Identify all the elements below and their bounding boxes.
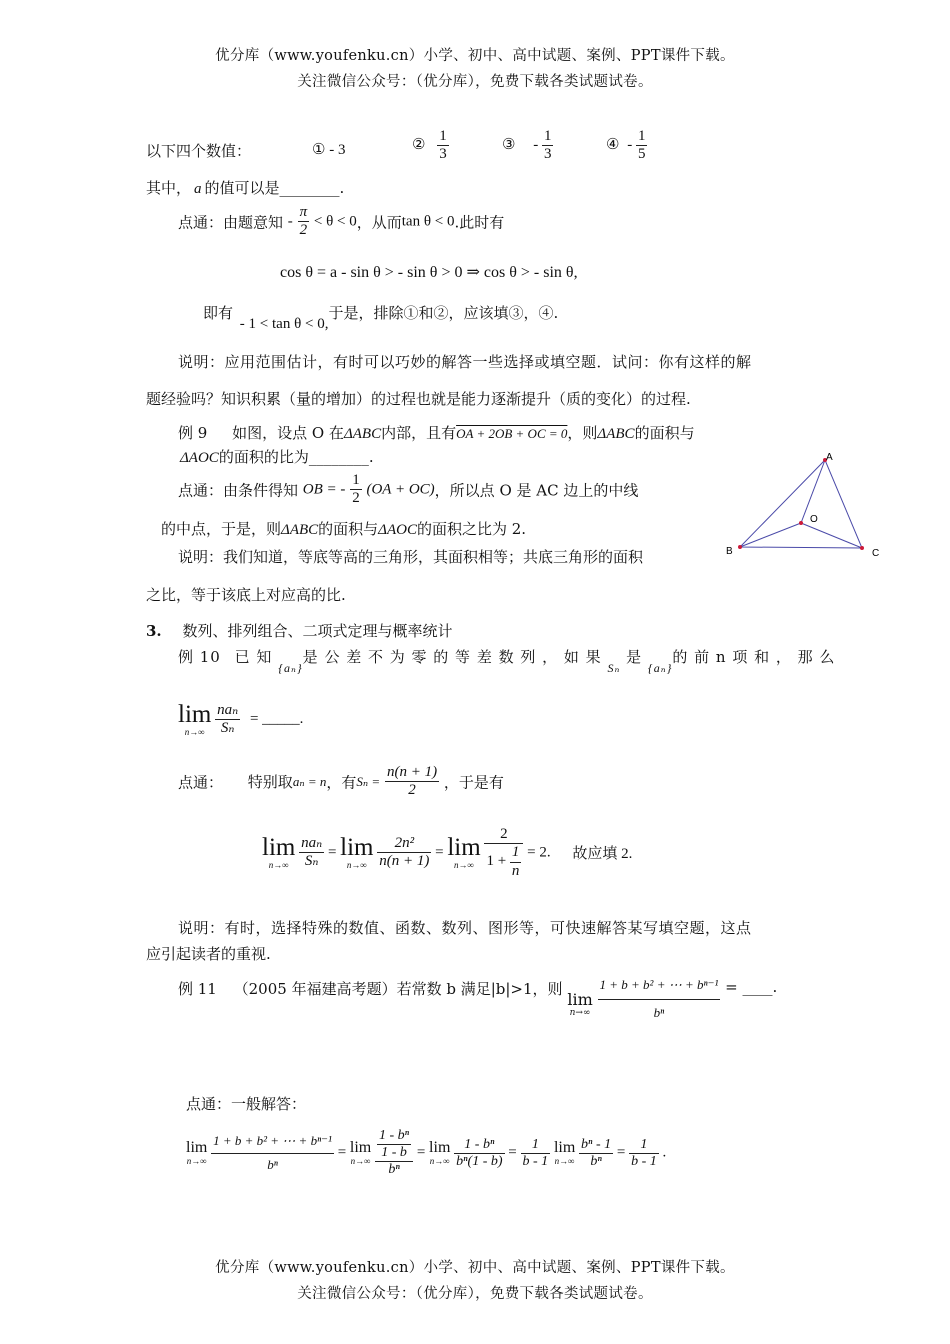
ex10-q-den: Sₙ (215, 719, 240, 737)
ex11-s-lim-3-sub: n→∞ (429, 1156, 450, 1167)
ex11-q-lim (567, 992, 592, 1018)
ex11-s-lim-2-sub: n→∞ (350, 1156, 371, 1167)
ex10-s-lim-1 (262, 835, 295, 870)
ex11-label: 例 11 (178, 980, 217, 998)
ex11-s-lim-1-sub: n→∞ (186, 1156, 207, 1167)
ex9-half-den: 2 (352, 490, 360, 507)
ex11-q-lim-sub: n→∞ (569, 1008, 591, 1018)
ex10-lim-sub: n→∞ (184, 727, 205, 738)
option-3-den: 3 (543, 146, 552, 163)
triangle-abc (740, 460, 862, 548)
option-2-label: ② (412, 137, 426, 154)
options-intro: 以下四个数值： (146, 142, 252, 160)
ex11-s-frac-1-num: 1 + b + b² + ⋯ + bⁿ⁻¹ (213, 1132, 332, 1148)
question-prefix: 其中， (146, 179, 192, 197)
ex9-hint1-prefix: 点通：由条件得知 (178, 481, 299, 500)
ex10-sn-num: n(n + 1) (386, 764, 438, 780)
ex10-label: 例 10 (178, 648, 221, 666)
label-a: A (826, 452, 833, 463)
option-2-den: 3 (439, 146, 447, 163)
option-3 (502, 128, 553, 164)
ex10-hint-line (178, 764, 504, 800)
ex9-hint1-paren: (OA + OC) (366, 481, 435, 498)
ex11-s-eq-4: = (616, 1144, 626, 1161)
ex10-s-lim-3-word: lim (447, 834, 481, 862)
header-line-2: 关注微信公众号：（优分库），免费下载各类试题试卷。 (297, 74, 653, 90)
ex10-s-lim-1-sub: n→∞ (268, 860, 289, 871)
point-b (738, 545, 742, 549)
ex8-hint-suffix: .此时有 (454, 213, 505, 232)
ex10-sn: Sₙ (607, 661, 621, 675)
ex9-hint2-tri-aoc: ΔAOC (378, 522, 417, 538)
option-1: ① - 3 (312, 142, 346, 158)
triangle-figure (722, 448, 892, 563)
ex9-hint-line-2 (161, 518, 526, 539)
ex9-hint-line-1 (178, 472, 638, 508)
ex10-s-frac-3-den (484, 843, 523, 880)
ex10-s-frac-2-num: 2n² (394, 835, 415, 852)
ex11-q-lim-word: lim (567, 990, 593, 1009)
ex8-note-1: 说明：应用范围估计，有时可以巧妙的解答一些选择或填空题．试问：你有这样的解 (178, 353, 752, 371)
ex11-s-frac-4 (521, 1137, 551, 1170)
ex11-s-end: . (662, 1144, 667, 1161)
ex10-s-frac-3-inner-den: n (511, 862, 520, 879)
ex10-hint-suffix: ，于是有 (443, 773, 504, 792)
point-o (799, 521, 803, 525)
ex9-hint2-mid: 的面积与 (318, 520, 379, 538)
ex10-hint-sn: Sₙ = (356, 773, 381, 789)
ex9-half-num: 1 (352, 472, 360, 488)
ex11-solution (186, 1128, 666, 1178)
ex11-s-lim-2-word: lim (349, 1139, 372, 1157)
ex11-s-frac-2-den: bⁿ (375, 1161, 413, 1178)
ex10-t1: 已 知 (234, 648, 273, 666)
ex8-pi-fraction (298, 204, 310, 240)
ex10-s-lim-3-sub: n→∞ (454, 860, 474, 871)
ex10-s-lim-2 (340, 835, 373, 870)
ex11-s-lim-3 (429, 1140, 450, 1166)
ex11-s-eq-1: = (337, 1144, 347, 1161)
ex11-s-lim-4 (554, 1140, 575, 1166)
option-2-num: 1 (439, 128, 447, 144)
ex9-hint2-prefix: 的中点，于是，则 (161, 520, 282, 538)
ex8-hint-prefix: 点通：由题意知 (178, 213, 284, 232)
ex10-s-frac-3-den-a: 1 + (486, 853, 507, 870)
ex10-question-formula (178, 702, 303, 738)
ex9-tri-abc: ΔABC (343, 426, 382, 442)
ex10-line-1 (178, 646, 836, 675)
ex9-hint2-suffix: 的面积之比为 2. (416, 520, 527, 538)
ex11-s-eq-3: = (508, 1144, 517, 1161)
option-2 (412, 128, 449, 164)
label-o: O (810, 514, 818, 525)
ex11-s-eq-2: = (416, 1144, 426, 1161)
ex9-half-fraction (350, 472, 362, 508)
ex11-s-frac-5-den: bⁿ (579, 1153, 613, 1170)
ex8-mid: ，从而 (356, 213, 402, 232)
ex9-note-2: 之比，等于该底上对应高的比. (146, 586, 346, 604)
ex8-then-suffix: 于是，排除①和②，应该填③，④. (328, 304, 559, 322)
label-b: B (726, 546, 733, 557)
ex8-then-line (203, 302, 559, 332)
ex10-q-num: naₙ (217, 702, 239, 718)
ex9-tri-abc-2: ΔABC (597, 426, 635, 442)
ex9-vector-eq: OA + 2OB + OC = 0 (456, 426, 568, 441)
ex11-s-frac-6-den: b - 1 (631, 1153, 657, 1169)
ex9-line-2 (180, 446, 374, 467)
ex10-seq: {aₙ} (278, 661, 303, 675)
ex10-s-frac-3-inner (510, 844, 522, 880)
ex10-note-1: 说明：有时，选择特殊的数值、函数、数列、图形等，可快速解答某写填空题，这点 (178, 919, 752, 937)
ex11-s-frac-3 (454, 1137, 504, 1170)
ex11-s-frac-2-top (375, 1128, 413, 1161)
ex10-s-frac-1-den: Sₙ (299, 852, 324, 870)
ex10-s-frac-2-den: n(n + 1) (379, 853, 430, 870)
ex10-t3: 是 (626, 648, 643, 666)
ex11-s-lim-4-word: lim (553, 1139, 576, 1157)
ex11-q-num: 1 + b + b² + ⋯ + bⁿ⁻¹ (599, 977, 719, 992)
ex11-s-frac-2-inner-num: 1 - bⁿ (379, 1128, 410, 1143)
ex11-s-frac-1 (211, 1134, 334, 1173)
ex10-note-2: 应引起读者的重视. (146, 945, 271, 963)
ex10-s-lim-2-word: lim (340, 834, 374, 862)
option-4-num: 1 (637, 128, 646, 144)
ex11-s-lim-1-word: lim (186, 1139, 208, 1157)
ex10-t2: 是 公 差 不 为 零 的 等 差 数 列 ， 如 果 (302, 648, 602, 666)
ex11-s-frac-4-num: 1 (531, 1136, 539, 1152)
ex10-s-frac-2 (377, 835, 431, 871)
ex11-s-frac-1-den: bⁿ (211, 1153, 334, 1173)
section-3-heading (146, 620, 452, 641)
ex9-line-1 (178, 422, 695, 443)
ex9-hint1-math: OB = - (302, 481, 346, 498)
ex10-t4: 的 前 n 项 和 ， 那 么 (672, 648, 836, 666)
footer-line-2: 关注微信公众号：（优分库），免费下载各类试题试卷。 (297, 1286, 653, 1302)
ex11-s-frac-2-inner (377, 1128, 411, 1161)
ex11-q-fraction (598, 978, 721, 1021)
ex10-s-frac-3-inner-num: 1 (511, 844, 520, 861)
ex8-tan-ineq: tan θ < 0 (401, 213, 455, 230)
ex11-s-frac-2-inner-den: 1 - b (377, 1144, 411, 1161)
ex10-sn-den: 2 (385, 781, 439, 799)
ex11-s-lim-2 (350, 1140, 371, 1166)
option-4-minus: - (627, 137, 633, 154)
ex10-s-lim-3 (447, 835, 480, 870)
ex10-s-frac-3 (484, 826, 523, 880)
footer-line-1: 优分库（www.youfenku.cn）小学、初中、高中试题、案例、PPT课件下载。 (215, 1260, 735, 1276)
ex10-eq-blank: = _____. (249, 711, 304, 728)
question-var: a (194, 181, 202, 197)
ex11-s-frac-4-den: b - 1 (522, 1153, 549, 1169)
ex9-hint1-suffix: ，所以点 O 是 AC 边上的中线 (434, 481, 639, 500)
ex11-s-frac-2 (375, 1128, 413, 1178)
ex10-hint-choice: aₙ = n (292, 773, 327, 789)
ex11-q-eq-blank: = ____. (725, 978, 778, 996)
option-3-label: ③ (502, 137, 516, 154)
ex10-lim-word: lim (178, 701, 212, 729)
ex9-text2: 内部，且有 (381, 424, 457, 442)
option-4-fraction (636, 128, 648, 164)
ex10-s-frac-3-num: 2 (500, 826, 508, 842)
option-3-num: 1 (543, 128, 552, 144)
ex10-s-lim-1-word: lim (262, 834, 296, 862)
ex11-source: （2005 年福建高考题）若常数 b 满足|b|>1，则 (233, 980, 563, 998)
ex11-s-frac-6 (629, 1137, 659, 1170)
ex10-q-fraction (215, 702, 240, 738)
ex11-s-lim-3-word: lim (429, 1139, 451, 1157)
ex10-hint-have: ，有 (326, 773, 357, 792)
ex11-q-den: bⁿ (598, 999, 721, 1021)
ex8-ineq: < θ < 0 (313, 213, 357, 230)
label-c: C (872, 548, 880, 559)
ex10-hint-prefix: 点通： (178, 773, 224, 792)
option-4-label: ④ (606, 137, 620, 154)
ex10-sn-fraction (385, 764, 439, 800)
question-suffix: 的值可以是________. (204, 179, 345, 197)
option-2-fraction (437, 128, 449, 164)
ex11-hint: 点通：一般解答： (186, 1095, 307, 1113)
ex10-s-frac-1-num: naₙ (301, 835, 323, 852)
ex11-s-frac-5 (579, 1137, 613, 1170)
ex11-s-lim-1 (186, 1140, 207, 1166)
ex10-lim (178, 702, 211, 737)
ex11-s-lim-4-sub: n→∞ (554, 1156, 575, 1167)
ex8-then-math: - 1 < tan θ < 0, (239, 316, 329, 332)
ex10-solution-formula (262, 826, 632, 880)
ex10-s-lim-2-sub: n→∞ (346, 860, 367, 871)
option-3-fraction (542, 128, 554, 164)
ex10-s-eq-2: = (435, 844, 444, 861)
point-c (860, 546, 864, 550)
ex9-label: 例 9 (178, 424, 208, 442)
header-line-1: 优分库（www.youfenku.cn）小学、初中、高中试题、案例、PPT课件下载。 (215, 48, 735, 64)
ex10-seq-2: {aₙ} (647, 661, 673, 675)
ex10-s-fill: 故应填 2. (572, 846, 633, 863)
ex8-pi: π (299, 204, 308, 220)
option-3-minus: - (533, 137, 539, 154)
question-line (146, 177, 344, 198)
ex9-text4: 的面积与 (634, 424, 695, 442)
ex9-text1: 如图，设点 O 在 (232, 424, 344, 442)
option-4 (606, 128, 647, 164)
segment-bo (740, 523, 801, 547)
ex10-s-result: = 2. (527, 844, 551, 861)
ex8-then-prefix: 即有 (203, 304, 234, 322)
ex8-two: 2 (298, 221, 310, 239)
ex9-text3: ，则 (567, 424, 598, 442)
ex11-s-frac-3-num: 1 - bⁿ (464, 1136, 495, 1152)
ex8-derivation: cos θ = a - sin θ > - sin θ > 0 ⇒ cos θ > - sin θ, (280, 264, 578, 281)
section-3-num: 3. (146, 622, 162, 640)
ex9-tri-aoc: ΔAOC (180, 450, 219, 466)
ex11-s-frac-5-num: bⁿ - 1 (581, 1136, 612, 1152)
ex9-text5: 的面积的比为________. (218, 448, 374, 466)
ex9-note-1: 说明：我们知道，等底等高的三角形，其面积相等；共底三角形的面积 (178, 548, 644, 566)
ex8-note-2: 题经验吗？知识积累（量的增加）的过程也就是能力逐渐提升（质的变化）的过程. (146, 390, 691, 408)
ex10-s-eq-1: = (327, 844, 337, 861)
ex9-hint2-tri-abc: ΔABC (281, 522, 319, 538)
ex11-s-frac-3-den: bⁿ(1 - b) (456, 1153, 503, 1169)
ex10-s-frac-1 (299, 835, 324, 871)
section-3-title: 数列、排列组合、二项式定理与概率统计 (182, 622, 453, 640)
ex11-s-frac-6-num: 1 (640, 1136, 648, 1152)
ex8-hint-line (178, 204, 504, 240)
ex11-question (178, 978, 777, 1021)
option-4-den: 5 (637, 146, 646, 163)
ex10-hint-mid: 特别取 (247, 773, 293, 792)
ex8-neg: - (287, 213, 293, 230)
